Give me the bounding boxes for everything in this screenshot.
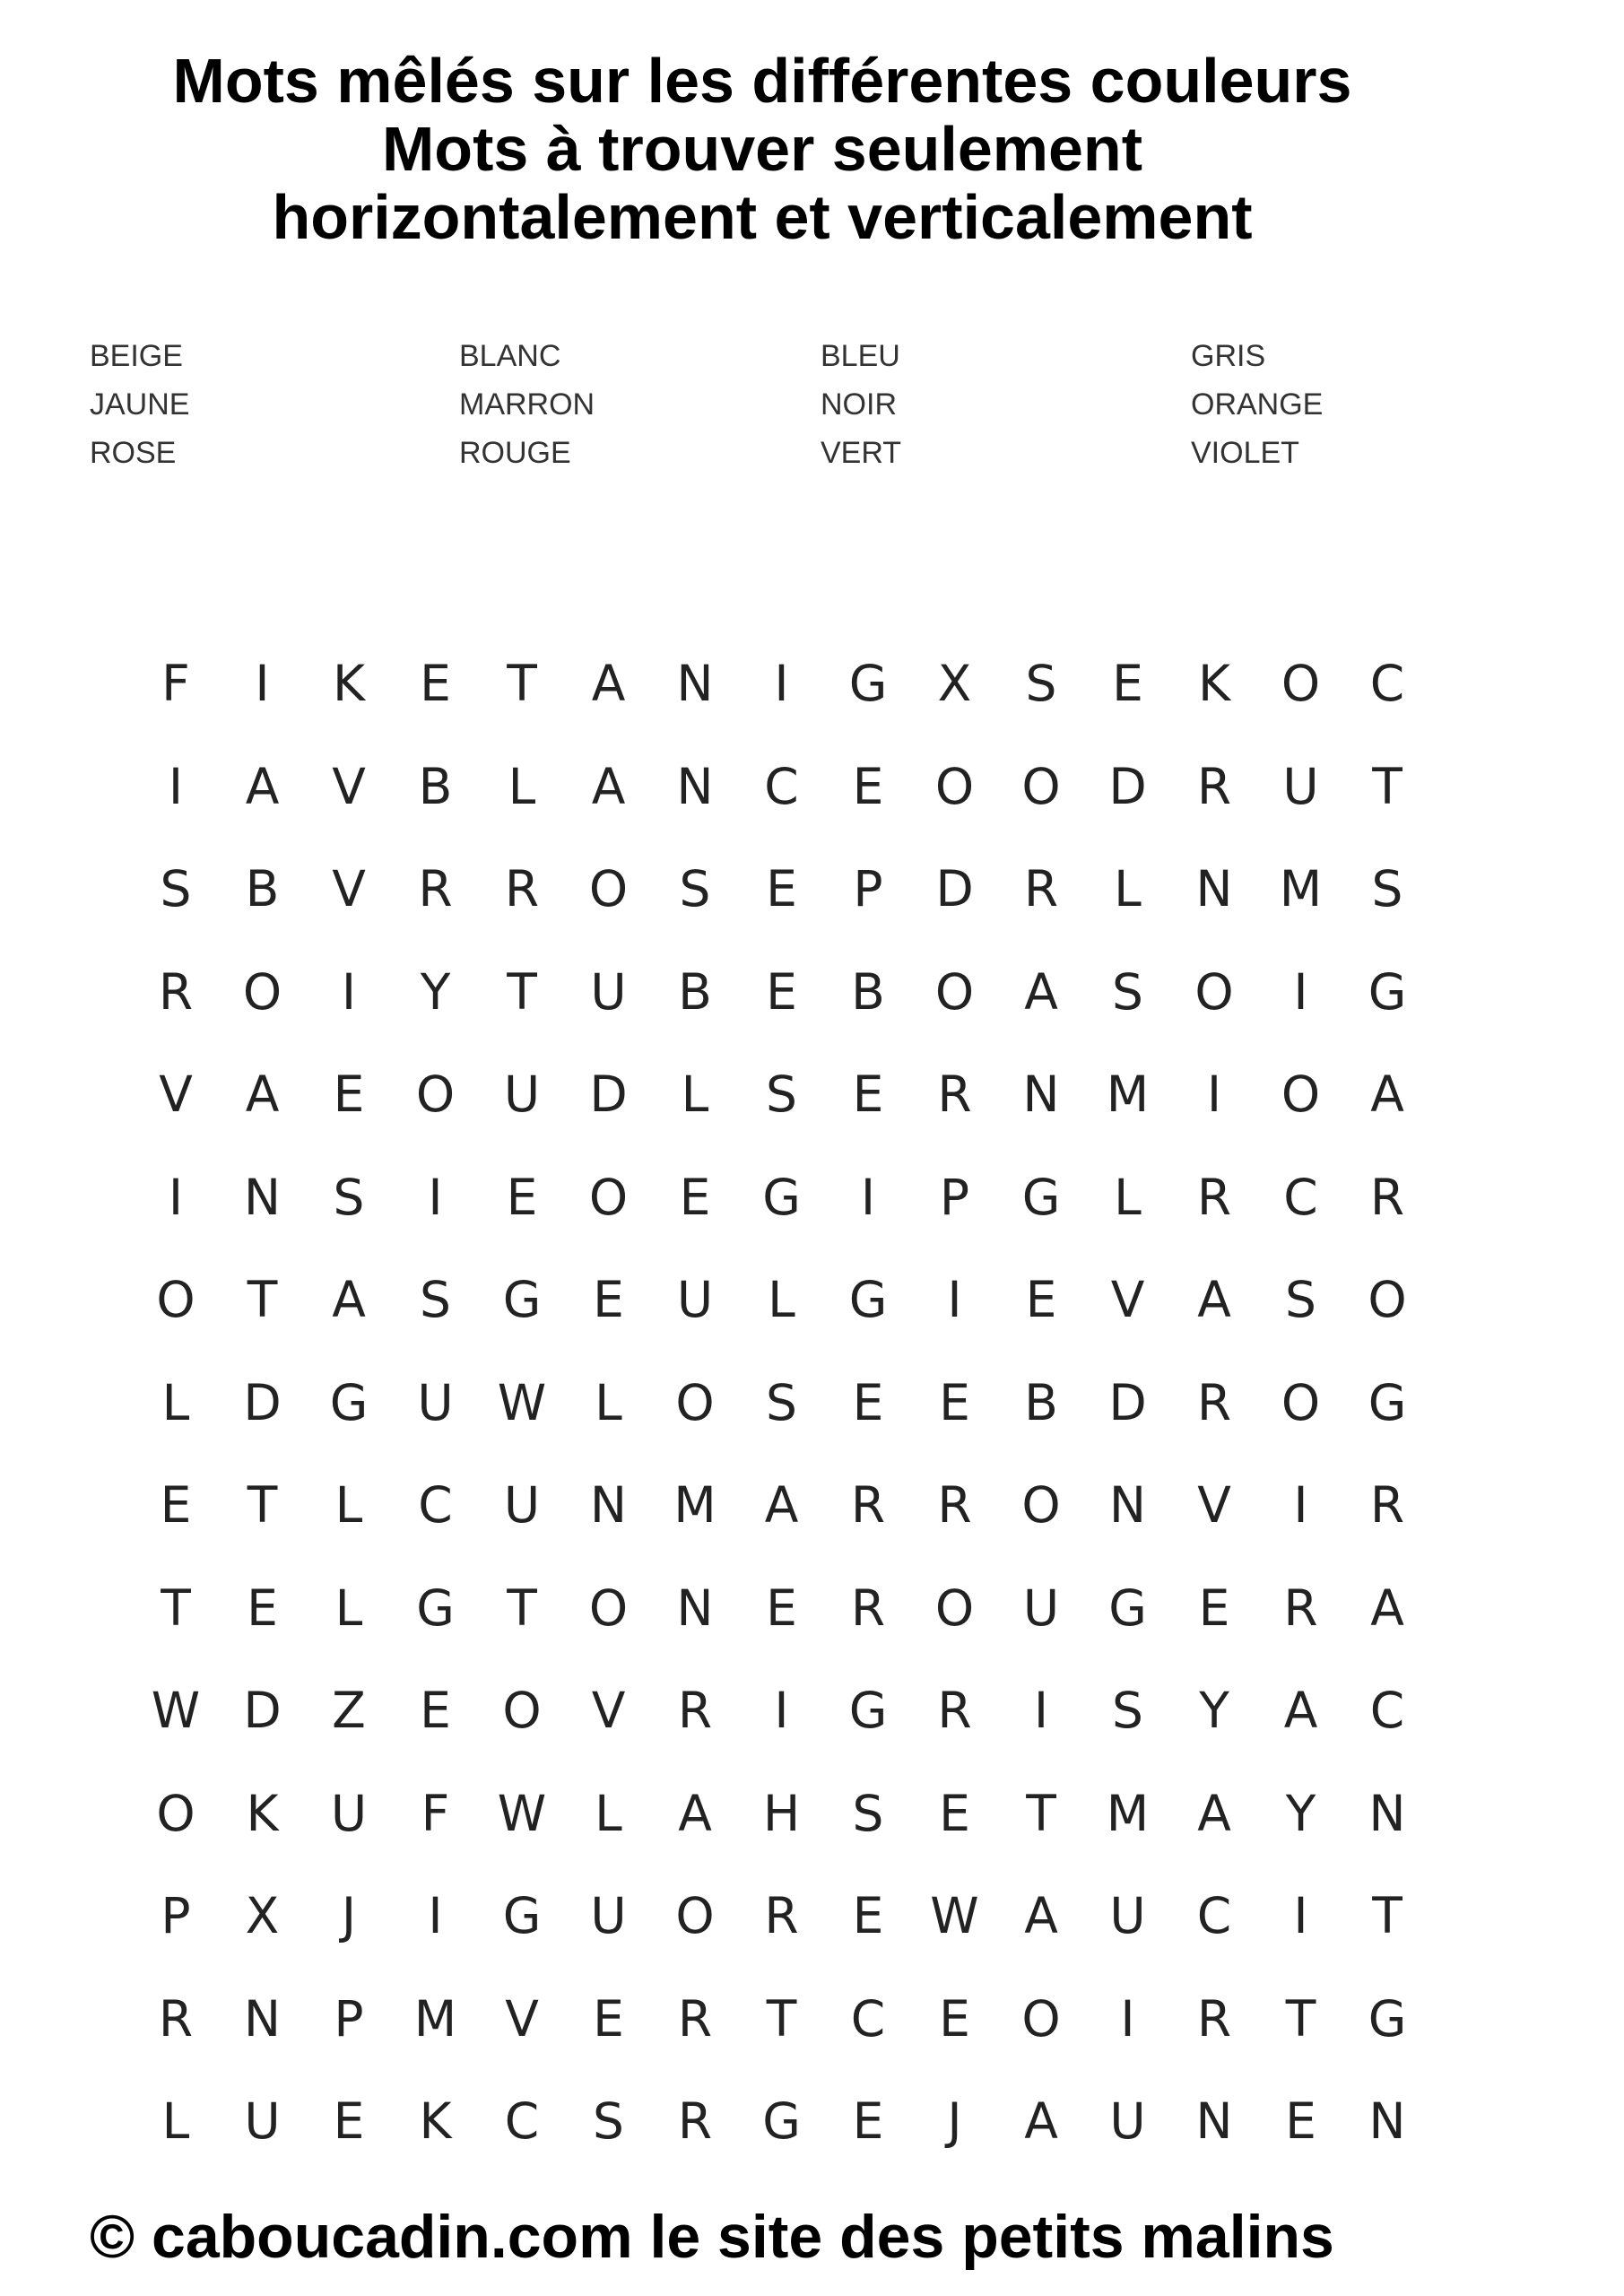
grid-letter: R — [1283, 1578, 1318, 1637]
grid-letter: F — [421, 1784, 450, 1842]
grid-letter: D — [1108, 757, 1147, 815]
grid-letter: L — [681, 1065, 709, 1123]
grid-letter: E — [939, 1373, 970, 1431]
grid-letter: S — [766, 1065, 797, 1123]
word-item: BLANC — [459, 339, 561, 373]
grid-letter: M — [1106, 1065, 1150, 1123]
grid-letter: K — [1197, 655, 1231, 712]
grid-letter: L — [595, 1373, 622, 1431]
grid-letter: Y — [1199, 1682, 1229, 1739]
grid-letter: I — [255, 655, 270, 712]
grid-letter: V — [332, 757, 366, 815]
grid-letter: O — [1281, 1373, 1321, 1431]
grid-letter: N — [676, 655, 714, 712]
grid-letter: A — [245, 757, 280, 815]
grid-letter: E — [766, 860, 797, 918]
word-item: ROUGE — [459, 436, 571, 470]
grid-letter: D — [243, 1682, 282, 1739]
grid-letter: X — [245, 1887, 280, 1944]
grid-letter: K — [332, 655, 366, 712]
grid-letter: H — [762, 1784, 801, 1842]
grid-letter: S — [679, 860, 711, 918]
grid-letter: G — [1368, 1989, 1407, 2048]
grid-letter: E — [420, 655, 451, 712]
grid-letter: C — [1196, 1887, 1232, 1944]
grid-letter: A — [1197, 1271, 1231, 1328]
grid-letter: E — [593, 1989, 624, 2048]
grid-letter: E — [593, 1271, 624, 1328]
grid-letter: M — [1106, 1784, 1150, 1842]
grid-letter: E — [766, 962, 797, 1021]
grid-letter: L — [1114, 860, 1142, 918]
grid-letter: E — [766, 1578, 797, 1637]
grid-letter: Y — [420, 962, 451, 1021]
grid-letter: I — [428, 1887, 443, 1944]
grid-letter: U — [1109, 2092, 1146, 2150]
grid-letter: N — [1022, 1065, 1060, 1123]
grid-letter: A — [1370, 1578, 1404, 1637]
grid-letter: R — [1369, 1168, 1405, 1226]
grid-letter: E — [852, 2092, 884, 2150]
grid-letter: U — [1109, 1887, 1146, 1944]
grid-letter: V — [505, 1989, 539, 2048]
grid-letter: N — [1195, 860, 1233, 918]
grid-letter: G — [848, 1271, 888, 1328]
grid-letter: L — [161, 2092, 190, 2150]
grid-letter: U — [330, 1784, 368, 1842]
grid-letter: G — [848, 655, 888, 712]
grid-letter: U — [503, 1065, 541, 1123]
grid-letter: E — [506, 1168, 538, 1226]
word-item: MARRON — [459, 387, 595, 422]
grid-letter: M — [413, 1989, 457, 2048]
grid-letter: R — [937, 1065, 972, 1123]
grid-letter: O — [934, 962, 975, 1021]
grid-letter: A — [1024, 2092, 1058, 2150]
word-item: ORANGE — [1191, 387, 1324, 422]
grid-letter: O — [242, 962, 282, 1021]
grid-letter: O — [1368, 1271, 1407, 1328]
grid-letter: B — [1024, 1373, 1058, 1431]
grid-letter: I — [1033, 1682, 1049, 1739]
grid-letter: O — [1021, 1476, 1061, 1534]
grid-letter: R — [677, 1682, 713, 1739]
grid-letter: O — [156, 1784, 195, 1842]
grid-letter: R — [1196, 1989, 1232, 2048]
grid-letter: Y — [1285, 1784, 1316, 1842]
grid-letter: I — [774, 655, 789, 712]
grid-letter: S — [1371, 860, 1403, 918]
grid-letter: O — [156, 1271, 195, 1328]
grid-letter: V — [1110, 1271, 1145, 1328]
grid-letter: B — [245, 860, 280, 918]
footer-credit: © caboucadin.com le site des petits malins — [90, 2203, 1334, 2271]
grid-letter: S — [333, 1168, 365, 1226]
grid-letter: B — [851, 962, 885, 1021]
grid-letter: I — [1206, 1065, 1222, 1123]
grid-letter: U — [417, 1373, 454, 1431]
grid-letter: N — [589, 1476, 628, 1534]
grid-letter: R — [1196, 1373, 1232, 1431]
grid-letter: T — [247, 1476, 278, 1534]
grid-letter: R — [850, 1476, 886, 1534]
grid-letter: G — [848, 1682, 888, 1739]
word-item: BLEU — [821, 339, 900, 373]
grid-letter: S — [1112, 1682, 1143, 1739]
grid-letter: T — [766, 1989, 797, 2048]
grid-letter: K — [419, 2092, 452, 2150]
grid-letter: O — [588, 1578, 629, 1637]
grid-letter: A — [591, 655, 626, 712]
grid-letter: W — [930, 1887, 979, 1944]
word-item: ROSE — [90, 436, 177, 470]
grid-letter: O — [1021, 1989, 1061, 2048]
grid-letter: I — [774, 1682, 789, 1739]
grid-letter: N — [243, 1168, 282, 1226]
grid-letter: G — [502, 1887, 542, 1944]
grid-letter: E — [333, 1065, 365, 1123]
grid-letter: R — [1369, 1476, 1405, 1534]
grid-letter: I — [947, 1271, 962, 1328]
grid-letter: I — [1293, 1887, 1308, 1944]
grid-letter: E — [160, 1476, 192, 1534]
grid-letter: C — [1369, 1682, 1405, 1739]
grid-letter: L — [1114, 1168, 1142, 1226]
grid-letter: D — [1108, 1373, 1147, 1431]
grid-letter: C — [1283, 1168, 1318, 1226]
grid-letter: S — [420, 1271, 451, 1328]
grid-letter: I — [341, 962, 357, 1021]
word-item: VERT — [821, 436, 902, 470]
grid-letter: P — [939, 1168, 970, 1226]
grid-letter: T — [161, 1578, 191, 1637]
grid-letter: B — [678, 962, 712, 1021]
grid-letter: T — [507, 962, 537, 1021]
grid-letter: G — [1021, 1168, 1061, 1226]
word-item: NOIR — [821, 387, 897, 422]
grid-letter: O — [502, 1682, 542, 1739]
grid-letter: A — [1370, 1065, 1404, 1123]
grid-letter: V — [591, 1682, 626, 1739]
grid-letter: A — [245, 1065, 280, 1123]
grid-letter: G — [1368, 962, 1407, 1021]
grid-letter: T — [507, 655, 537, 712]
word-item: BEIGE — [90, 339, 183, 373]
grid-letter: F — [161, 655, 190, 712]
grid-letter: A — [332, 1271, 366, 1328]
grid-letter: R — [504, 860, 540, 918]
grid-letter: O — [675, 1373, 715, 1431]
grid-letter: E — [852, 1373, 884, 1431]
grid-letter: I — [168, 1168, 184, 1226]
grid-letter: E — [1198, 1578, 1230, 1637]
title-line-3: horizontalement et verticalement — [272, 182, 1253, 252]
grid-letter: U — [1282, 757, 1319, 815]
grid-letter: E — [1112, 655, 1143, 712]
grid-letter: R — [677, 2092, 713, 2150]
grid-letter: E — [1285, 2092, 1316, 2150]
grid-letter: R — [418, 860, 453, 918]
grid-letter: N — [1195, 2092, 1233, 2150]
grid-letter: V — [332, 860, 366, 918]
grid-letter: S — [160, 860, 192, 918]
grid-letter: O — [1021, 757, 1061, 815]
grid-letter: O — [675, 1887, 715, 1944]
grid-letter: E — [420, 1682, 451, 1739]
grid-letter: P — [161, 1887, 191, 1944]
grid-letter: O — [415, 1065, 456, 1123]
grid-letter: R — [850, 1578, 886, 1637]
grid-letter: S — [1112, 962, 1143, 1021]
grid-letter: M — [673, 1476, 716, 1534]
title-line-2: Mots à trouver seulement — [382, 114, 1142, 184]
grid-letter: E — [852, 1065, 884, 1123]
grid-letter: V — [1197, 1476, 1231, 1534]
grid-letter: A — [591, 757, 626, 815]
grid-letter: T — [1026, 1784, 1056, 1842]
grid-letter: P — [853, 860, 883, 918]
grid-letter: S — [852, 1784, 884, 1842]
grid-letter: T — [507, 1578, 537, 1637]
grid-letter: E — [852, 1887, 884, 1944]
grid-letter: U — [1022, 1578, 1060, 1637]
grid-letter: C — [418, 1476, 453, 1534]
grid-letter: G — [502, 1271, 542, 1328]
grid-letter: G — [762, 1168, 801, 1226]
grid-letter: R — [1023, 860, 1059, 918]
grid-letter: C — [764, 757, 799, 815]
word-item: GRIS — [1191, 339, 1266, 373]
grid-letter: A — [678, 1784, 712, 1842]
grid-letter: U — [590, 1887, 627, 1944]
grid-letter: I — [1293, 1476, 1308, 1534]
grid-letter: O — [588, 1168, 629, 1226]
word-item: VIOLET — [1191, 436, 1299, 470]
grid-letter: R — [677, 1989, 713, 2048]
grid-letter: G — [762, 2092, 801, 2150]
grid-letter: A — [1283, 1682, 1318, 1739]
grid-letter: T — [247, 1271, 278, 1328]
grid-letter: E — [679, 1168, 711, 1226]
grid-letter: K — [246, 1784, 279, 1842]
grid-letter: L — [768, 1271, 795, 1328]
grid-letter: M — [1279, 860, 1323, 918]
grid-letter: G — [329, 1373, 369, 1431]
word-item: JAUNE — [90, 387, 190, 422]
grid-letter: J — [341, 1887, 357, 1944]
title-line-1: Mots mêlés sur les différentes couleurs — [172, 46, 1352, 116]
grid-letter: W — [497, 1373, 547, 1431]
grid-letter: L — [508, 757, 536, 815]
grid-letter: U — [503, 1476, 541, 1534]
grid-letter: S — [593, 2092, 624, 2150]
grid-letter: E — [939, 1784, 970, 1842]
grid-letter: I — [168, 757, 184, 815]
grid-letter: S — [1285, 1271, 1316, 1328]
grid-letter: R — [1196, 1168, 1232, 1226]
grid-letter: T — [1285, 1989, 1316, 2048]
grid-letter: O — [1281, 1065, 1321, 1123]
grid-letter: N — [1368, 1784, 1406, 1842]
grid-letter: O — [1281, 655, 1321, 712]
grid-letter: C — [504, 2092, 540, 2150]
grid-letter: R — [937, 1682, 972, 1739]
grid-letter: V — [159, 1065, 193, 1123]
grid-letter: G — [1368, 1373, 1407, 1431]
grid-letter: E — [939, 1989, 970, 2048]
grid-letter: N — [1368, 2092, 1406, 2150]
grid-letter: J — [947, 2092, 962, 2150]
grid-letter: I — [1293, 962, 1308, 1021]
grid-letter: G — [1108, 1578, 1147, 1637]
grid-letter: S — [1025, 655, 1057, 712]
grid-letter: R — [937, 1476, 972, 1534]
grid-letter: E — [333, 2092, 365, 2150]
grid-letter: L — [595, 1784, 622, 1842]
grid-letter: T — [1372, 1887, 1403, 1944]
grid-letter: R — [764, 1887, 799, 1944]
grid-letter: C — [1369, 655, 1405, 712]
grid-letter: E — [1025, 1271, 1057, 1328]
grid-letter: I — [860, 1168, 876, 1226]
grid-letter: S — [766, 1373, 797, 1431]
grid-letter: O — [934, 757, 975, 815]
grid-letter: U — [676, 1271, 714, 1328]
grid-letter: T — [1372, 757, 1403, 815]
grid-letter: R — [158, 1989, 194, 2048]
grid-letter: O — [934, 1578, 975, 1637]
grid-letter: A — [1024, 962, 1058, 1021]
grid-letter: D — [935, 860, 974, 918]
grid-letter: I — [1120, 1989, 1135, 2048]
grid-letter: L — [334, 1476, 363, 1534]
grid-letter: U — [590, 962, 627, 1021]
grid-letter: D — [589, 1065, 628, 1123]
grid-letter: C — [850, 1989, 886, 2048]
grid-letter: B — [418, 757, 453, 815]
grid-letter: N — [676, 1578, 714, 1637]
grid-letter: O — [1194, 962, 1234, 1021]
grid-letter: N — [676, 757, 714, 815]
grid-letter: L — [334, 1578, 363, 1637]
grid-letter: O — [588, 860, 629, 918]
grid-letter: N — [1108, 1476, 1147, 1534]
grid-letter: N — [243, 1989, 282, 2048]
grid-letter: E — [852, 757, 884, 815]
grid-letter: E — [247, 1578, 278, 1637]
grid-letter: R — [1196, 757, 1232, 815]
grid-letter: L — [161, 1373, 190, 1431]
grid-letter: G — [416, 1578, 455, 1637]
grid-letter: P — [334, 1989, 364, 2048]
grid-letter: Z — [332, 1682, 366, 1739]
grid-letter: W — [497, 1784, 547, 1842]
grid-letter: A — [1197, 1784, 1231, 1842]
grid-letter: W — [151, 1682, 201, 1739]
grid-letter: A — [764, 1476, 799, 1534]
grid-letter: U — [244, 2092, 281, 2150]
grid-letter: D — [243, 1373, 282, 1431]
grid-letter: R — [158, 962, 194, 1021]
grid-letter: A — [1024, 1887, 1058, 1944]
grid-letter: X — [937, 655, 972, 712]
grid-letter: I — [428, 1168, 443, 1226]
